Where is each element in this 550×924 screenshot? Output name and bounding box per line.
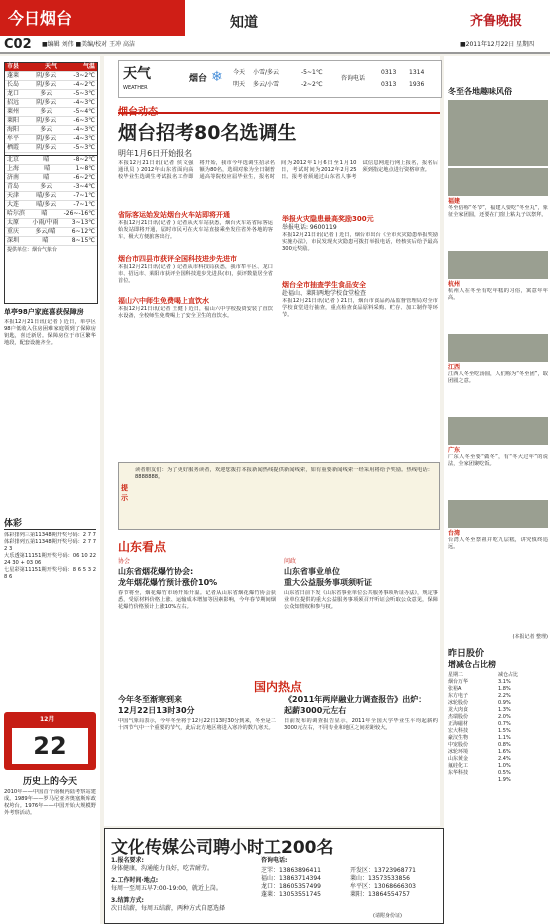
- lead-subtitle: 明年1月6日开始报名: [118, 149, 193, 158]
- weather-cell: 长岛: [7, 81, 20, 88]
- stock-name: 东华科技: [448, 770, 469, 776]
- history-head: 历史上的今天: [22, 777, 77, 787]
- weather-table-header: 市县 天气 气温: [5, 63, 97, 72]
- china-bar: [118, 676, 438, 694]
- weather-cell: 蓬莱: [7, 72, 20, 79]
- weather-cell: 晴: [42, 237, 49, 244]
- weather-cell: 栖霞: [7, 144, 20, 151]
- customs-item: [448, 251, 548, 328]
- weather-cell: 阴/多云: [36, 117, 57, 124]
- weather-source: 提供单位：烟台气象台: [7, 247, 58, 253]
- stock-name: 正海磁材: [448, 721, 469, 727]
- brief-3: 福山六中师生免费喝上直饮水 本报12月21日讯(记者 王健 ) 近日，福山六中学校投资安装了直饮水设备，全校师生免费喝上了安全卫生的直饮水。: [118, 297, 273, 319]
- stock-names: [448, 672, 498, 784]
- customs-text: 江西人冬至吃汤圆，人们称为“冬至团”，取团圆之意。: [448, 371, 548, 384]
- customs-item: [448, 500, 548, 577]
- stock-name: 烟台万华: [448, 679, 469, 685]
- weather-cell: -5~3℃: [73, 144, 95, 151]
- weather-city-row: [5, 219, 97, 228]
- stock-value: 0.5%: [498, 770, 511, 776]
- page-bar: [0, 36, 550, 54]
- weather-cell: 晴: [43, 174, 50, 181]
- china-b: 《2011年两岸融业力调查报告》出炉： 起薪3000元左右 日前发布的调查报告显示，2011年全国大学毕业生平均起薪约3000元左右，不同专业和地区之间差距较大。: [284, 695, 438, 731]
- snow-icon: ❄: [211, 69, 223, 85]
- ad-contact: 蓬莱：13053551745: [261, 891, 321, 898]
- stock-value: 0.7%: [498, 721, 511, 727]
- stock-value: 2.0%: [498, 714, 511, 720]
- weather-city-row: [5, 192, 97, 201]
- weather-cell: 阴/多云: [36, 99, 57, 106]
- column-title: 知道: [230, 15, 258, 31]
- weather-cell: -7~1℃: [73, 192, 95, 199]
- shandong-b: 问政 山东省事业单位 重大公益服务事项须听证 山东省日前下发《山东省事业单位公共服务事项听证办法》，规定事业单位提供的重大公益服务事项须召开听证会听取公众意见，保障公众知情权和参与权。: [284, 558, 438, 610]
- stock-value: 1.9%: [498, 777, 511, 783]
- weather-row: [5, 126, 97, 135]
- weather-cell: 北京: [7, 156, 20, 163]
- lead-title: 烟台招考80名选调生: [118, 122, 297, 144]
- recruit-ad: 文化传媒公司聘小时工200名 1.报名要求: 身体健康，沟通能力良好，吃苦耐劳。 2.工作时间·地点: 每周一至周五早7:00-19:00，就近上岗。 3.结算方式: 次日结薪，每周五结薪，两种方式自愿选择 咨询电话: 芝罘：13863896411 开发区：13723968771 福山：13863714394 莱山：13573533856 龙口：18605357499 牟平区：13068666303 蓬莱：13053551745 莱阳：13864554757 (请附身份证): [104, 828, 444, 924]
- customs-city: 台湾: [448, 530, 461, 537]
- stock-values: [498, 672, 548, 784]
- stock-name: 东方电子: [448, 693, 469, 699]
- news-section-title: 烟台动态: [118, 107, 158, 118]
- stock-value: 1.3%: [498, 707, 511, 713]
- weather-cell: 天津: [7, 192, 20, 199]
- weather-cell: 重庆: [7, 228, 20, 235]
- weather-cell: -4~2℃: [73, 81, 95, 88]
- page-meta: ■编辑 刘伟 ■美编/校对 王冲 高洁: [42, 41, 135, 48]
- weather-cell: 6~12℃: [71, 228, 95, 235]
- ad-contact: 开发区：13723968771: [350, 867, 416, 874]
- brief-4: 举报火灾隐患最高奖励300元 举报电话: 9600119 本报12月21日讯(记者 ) 近日，烟台市出台《全市火灾隐患举报奖励实施办法》，市民发现火灾隐患可拨打举报电话，经核实后给予最高300元奖励。: [282, 215, 438, 252]
- customs-list: [448, 168, 548, 583]
- left-story-body: 本报12月21日讯(记者 ) 近日，单亭区98户低收入住房困难家庭领到了保障房钥匙，喜迁新居。保障房位于市区繁华地段，配套设施齐全。: [4, 319, 96, 346]
- weather-cell: 晴/多云: [36, 192, 57, 199]
- weather-city-row: [5, 201, 97, 210]
- weather-strip-label: 天气: [123, 66, 151, 82]
- customs-photo: [448, 334, 548, 362]
- customs-text: 广东人冬至要“做冬”，有“冬大过年”的说法，全家团聚吃饭。: [448, 454, 548, 467]
- weather-hotline-label: 咨询电话: [341, 75, 366, 82]
- weather-cell: -5~3℃: [73, 90, 95, 97]
- weather-row: [5, 117, 97, 126]
- customs-city: 江西: [448, 364, 461, 371]
- weather-cell: 济南: [7, 174, 20, 181]
- customs-city: 福建: [448, 198, 461, 205]
- section-banner: [0, 0, 185, 36]
- weather-city-rows: [5, 155, 97, 246]
- weather-cell: 青岛: [7, 183, 20, 190]
- brand-logo: 齐鲁晚报: [470, 14, 523, 29]
- weather-cell: 哈尔滨: [7, 210, 26, 217]
- weather-cell: 阴/多云: [36, 135, 57, 142]
- weather-row: [5, 72, 97, 81]
- weather-strip-city: 烟台: [189, 74, 208, 84]
- weather-cell: 3~13℃: [71, 219, 95, 226]
- weather-city-row: [5, 228, 97, 237]
- weather-row: [5, 144, 97, 153]
- stock-value: 1.8%: [498, 686, 511, 692]
- stock-value: 3.1%: [498, 679, 511, 685]
- customs-city: 广东: [448, 447, 461, 454]
- weather-strip-label-en: WEATHER: [123, 85, 148, 91]
- customs-item: [448, 168, 548, 245]
- weather-cell: -5~4℃: [73, 108, 95, 115]
- weather-cell: 8~15℃: [71, 237, 95, 244]
- stock-value: 1.6%: [498, 749, 511, 755]
- customs-photo-1: [448, 100, 548, 166]
- weather-city-row: [5, 183, 97, 192]
- shandong-a: 协会 山东省烟花爆竹协会: 龙年烟花爆竹预计涨价10% 春节将至，烟花爆竹市场开始升温。记者从山东省烟花爆竹协会获悉，受原材料价格上涨、运输成本增加等因素影响，今年春节期间烟花爆竹价格预计上涨10%左右。: [118, 558, 276, 610]
- weather-cell: 晴/多云: [36, 201, 57, 208]
- customs-text: 杭州人在冬至有吃年糕的习俗，寓意年年高。: [448, 288, 548, 301]
- customs-head: 冬至各地趣味风俗: [448, 87, 512, 96]
- weather-cell: 多云/晴: [35, 228, 56, 235]
- ad-contact: 福山：13863714394: [261, 875, 321, 882]
- ad-contact: 牟平区：13068666303: [350, 883, 416, 890]
- customs-item: [448, 334, 548, 411]
- stock-value: 减仓占比: [498, 672, 519, 678]
- customs-text: 台湾人冬至祭祖并吃九层糕，讲究慎终追远。: [448, 537, 548, 550]
- weather-city-row: [5, 174, 97, 183]
- notice-box: [118, 462, 440, 530]
- weather-city-row: [5, 156, 97, 165]
- weather-cell: -26~-16℃: [63, 210, 95, 217]
- weather-cell: 上海: [7, 165, 20, 172]
- brief-1: 省际客运始发站烟台火车站即将开通 本报12月21日讯(记者 ) 记者从火车站获悉，烟台火车站省际客运始发站即将开通，届时市民可在火车站直接乘坐发往省外各地的客车，极大方便旅客出行。: [118, 211, 273, 240]
- weather-cell: 晴: [41, 210, 48, 217]
- notice-text: 读者朋友们：为了更好服务读者，欢迎您拨打本报新闻热线提供新闻线索，如有重要新闻线索一经采用将给予奖励。热线电话：8888888。: [135, 467, 433, 480]
- lottery-head: 体彩: [4, 516, 96, 530]
- brief-5: 烟台全市抽查学生食品安全 赴福山、莱阳两地学校食堂检查 本报12月21日讯(记者 ) 21日，烟台市食品药品监督管理局对全市学校食堂进行抽查，重点检查食品原料采购、贮存、加工制作等环节。: [282, 281, 438, 318]
- weather-city-row: [5, 210, 97, 219]
- weather-cell: 小雨/中雨: [32, 219, 59, 226]
- weather-cell: 晴: [43, 156, 50, 163]
- weather-cell: 多云: [40, 108, 53, 115]
- weather-strip: 天气 WEATHER 烟台 ❄ 今天 明天 小雪/多云 多云/小雪 -5~1℃ -2~2℃ 咨询电话 0313 1314 0313 1936: [118, 60, 442, 98]
- weather-cell: 招远: [7, 99, 20, 106]
- stock-name: 山东黄金: [448, 756, 469, 762]
- stock-value: 1.5%: [498, 728, 511, 734]
- stock-name: 星期二: [448, 672, 464, 678]
- stock-name: 冰轮股份: [448, 700, 469, 706]
- china-a: 今年冬至渐寒到来 12月22日13时30分 中国气象局表示，今年冬至将于12月22日13时30分到来，冬至是二十四节气中一个重要的节气，此后北方地区将进入寒冷的数九寒天。: [118, 695, 276, 731]
- customs-city: 杭州: [448, 281, 461, 288]
- weather-cell: 多云: [40, 126, 53, 133]
- calendar-month: 12月: [40, 716, 55, 723]
- brief-2: 烟台市四县市获评全国科技进步先进市 本报12月21日讯(记者 ) 记者从市科技局获悉，我市牟平区、龙口市、招远市、莱阳市获评全国科技进步先进县(市)，获评数量居全省首位。: [118, 255, 273, 284]
- weather-cell: 晴: [44, 165, 51, 172]
- ad-contact: 芝罘：13863896411: [261, 867, 321, 874]
- weather-cell: 阴/多云: [36, 72, 57, 79]
- stock-value: 0.8%: [498, 742, 511, 748]
- stock-name: 氟硅化工: [448, 763, 469, 769]
- customs-photo: [448, 251, 548, 279]
- history-box: [4, 774, 96, 909]
- weather-cell: 深圳: [7, 237, 20, 244]
- weather-cell: -7~1℃: [73, 201, 95, 208]
- stock-name: 杰瑞股份: [448, 714, 469, 720]
- ad-contacts: [261, 867, 439, 899]
- shandong-title: 山东看点: [118, 540, 167, 554]
- customs-text: 冬至俗称“冬节”，福建人要吃“冬至丸”，象征全家团圆，还要在门窗上粘丸子以祭拜。: [448, 205, 548, 218]
- weather-cell: -4~3℃: [73, 99, 95, 106]
- weather-cell: 多云: [40, 90, 53, 97]
- stock-name: 豪汉生物: [448, 735, 469, 741]
- lottery-body: 体彩排列三第11348期开奖号码：2 7 7 体彩排列五第11348期开奖号码：2 7 7 2 3 大乐透第11151期开奖号码：06 10 22 24 30 + 03 06 七星彩第11151期开奖号码：8 6 5 3 2 8 6: [4, 532, 96, 580]
- left-story-title: 单亭98户家庭喜获保障房: [4, 308, 84, 316]
- ad-contact: 莱阳：13864554757: [350, 891, 410, 898]
- weather-row: [5, 135, 97, 144]
- weather-cell: -6~3℃: [73, 117, 95, 124]
- weather-cell: 太原: [7, 219, 20, 226]
- stock-name: 宏大科技: [448, 728, 469, 734]
- weather-cell: -3~2℃: [73, 72, 95, 79]
- notice-label: 提示: [121, 484, 128, 502]
- stock-value: 2.4%: [498, 756, 511, 762]
- ad-contact: 龙口：18605357499: [261, 883, 321, 890]
- lead-body: 本报12月21日讯(记者 侯文强 通讯员 ) 2012年山东省面向高校毕业生选调生考试报名工作即将开始，我市今年选调生招录名额为80名，选调对象为全日制普通高等院校应届毕业生，报名时间为2012年1月6日至1月10日，考试时间为2012年2月25日。报考者须通过山东省人事考试信息网进行网上报名，报名后须到指定地点进行资格审查。: [118, 160, 438, 180]
- ad-contact: 莱山：13573533856: [350, 875, 410, 882]
- stock-value: 1.1%: [498, 735, 511, 741]
- customs-footer: (本报记者 整理): [512, 634, 548, 640]
- weather-cell: 多云: [40, 183, 53, 190]
- customs-photo: [448, 168, 548, 196]
- customs-item: [448, 417, 548, 494]
- calendar-box: [4, 712, 96, 770]
- calendar-day: 22: [12, 728, 88, 764]
- stock-name: 张裕A: [448, 686, 462, 692]
- weather-cell: 阴/多云: [36, 81, 57, 88]
- weather-cell: 牟平: [7, 135, 20, 142]
- weather-cell: -8~2℃: [73, 156, 95, 163]
- history-body: 2010年——中国首个南极内陆考察站建成。1989年——罗马尼亚齐奥塞斯库政权垮台。1976年——中国开始大规模野外考察活动。: [4, 789, 96, 816]
- news-section-bar: [118, 100, 440, 118]
- china-title: 国内热点: [253, 680, 302, 694]
- stock-value: 1.0%: [498, 763, 511, 769]
- shandong-bar: [118, 536, 438, 552]
- stock-name: 龙大肉食: [448, 707, 469, 713]
- page-number: C02: [4, 37, 32, 52]
- stock-box: 昨日股价 增减仓占比榜 星期二 烟台万华 张裕A 东方电子 冰轮股份 龙大肉食 杰瑞股份 正海磁材 宏大科技 豪汉生物 中宠股份 冰轮环境 山东黄金 氟硅化工 东华科技 减仓占比 3.1% 1.8% 2.2% 0.9% 1.3% 2.0% 0.7% 1.5% 1.1% 0.8% 1.6% 2.4% 1.0% 0.5% 1.9%: [448, 646, 548, 784]
- weather-cell: 1~8℃: [75, 165, 95, 172]
- weather-cell: -6~2℃: [73, 174, 95, 181]
- customs-photo: [448, 417, 548, 445]
- weather-cell: 大连: [7, 201, 20, 208]
- lottery-box: [4, 516, 96, 722]
- weather-row: [5, 81, 97, 90]
- left-story: [4, 308, 96, 489]
- weather-cell: 莱阳: [7, 117, 20, 124]
- weather-cell: -4~3℃: [73, 126, 95, 133]
- ad-title: 文化传媒公司聘小时工200名: [111, 838, 334, 858]
- page-date: ■2011年12月22日 星期四: [460, 41, 535, 48]
- weather-row: [5, 90, 97, 99]
- section-title: 今日烟台: [8, 9, 73, 28]
- weather-cell: 阴/多云: [36, 144, 57, 151]
- weather-cell: 龙口: [7, 90, 20, 97]
- stock-value: 0.9%: [498, 700, 511, 706]
- weather-cell: 莱州: [7, 108, 20, 115]
- weather-table-rows: [5, 72, 97, 153]
- stock-value: 2.2%: [498, 693, 511, 699]
- weather-cell: -3~4℃: [73, 183, 95, 190]
- customs-photo: [448, 500, 548, 528]
- weather-city-row: [5, 165, 97, 174]
- weather-row: [5, 99, 97, 108]
- stock-name: 中宠股份: [448, 742, 469, 748]
- weather-cell: -4~3℃: [73, 135, 95, 142]
- weather-table: [4, 62, 98, 304]
- weather-cell: 海阳: [7, 126, 20, 133]
- weather-row: [5, 108, 97, 117]
- stock-name: 冰轮环境: [448, 749, 469, 755]
- weather-city-row: [5, 237, 97, 246]
